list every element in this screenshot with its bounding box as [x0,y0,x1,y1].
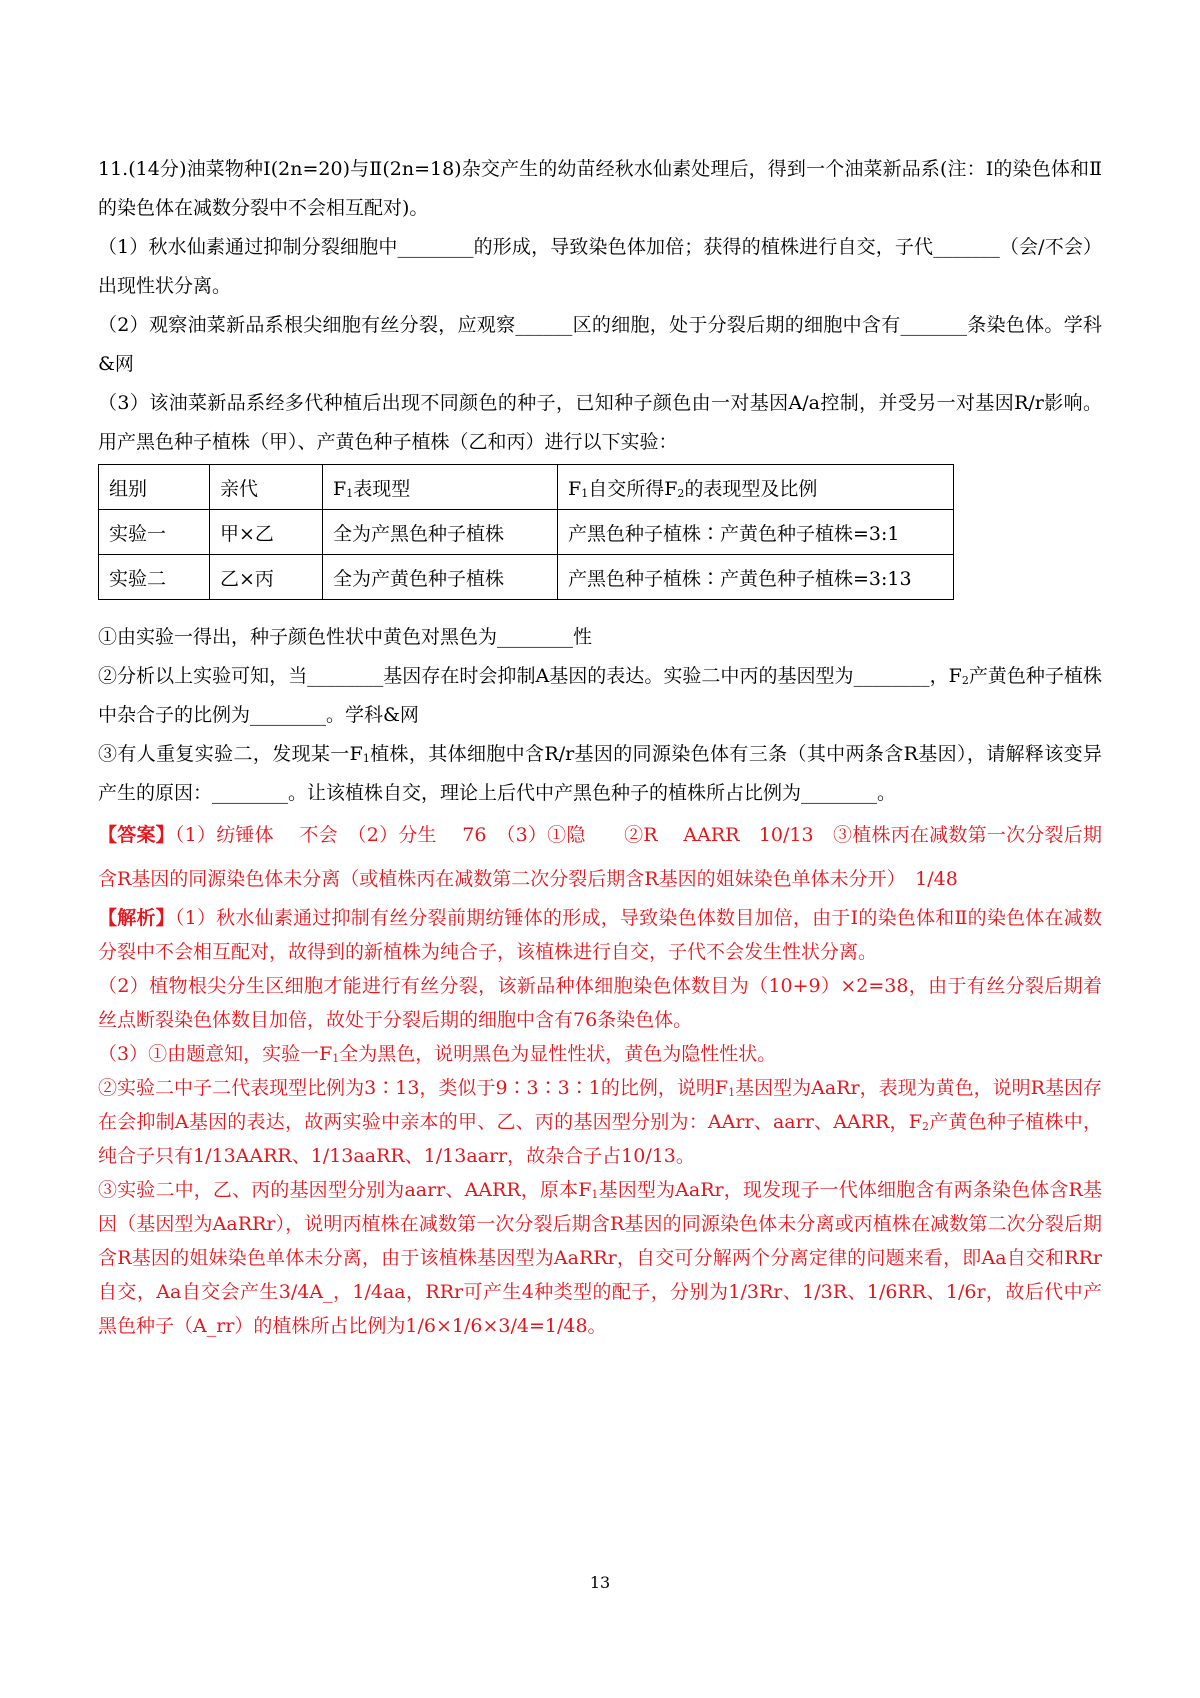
table-cell: 全为产黑色种子植株 [323,510,558,555]
explanation-part-4: ②实验二中子二代表现型比例为3∶13，类似于9∶3∶3∶1的比例，说明$F_1$基因型为AaRr，表现为黄色，说明R基因存在会抑制A基因的表达，故两实验中亲本的甲、乙、丙的基因型分别为：AArr、aarr、AARR，$F_2$产黄色种子植株中，纯合子只有1/13AARR、1/13aaRR、1/13aarr，故杂合子占10/13。 [98,1077,1103,1167]
question-part-3: （3）该油菜新品系经多代种植后出现不同颜色的种子，已知种子颜色由一对基因A/a控制，并受另一对基因R/r影响。用产黑色种子植株（甲）、产黄色种子植株（乙和丙）进行以下实验： [98,392,1102,453]
explanation-label: 【解析】 [98,907,175,929]
table-cell: 乙×丙 [210,555,323,600]
question-intro: 11.(14分)油菜物种Ⅰ(2n=20)与Ⅱ(2n=18)杂交产生的幼苗经秋水仙素处理后，得到一个油菜新品系(注：Ⅰ的染色体和Ⅱ的染色体在减数分裂中不会相互配对)。 [98,158,1102,219]
table-header-row [99,465,954,510]
table-row [99,510,954,555]
explanation-part-5: ③实验二中，乙、丙的基因型分别为aarr、AARR，原本$F_1$基因型为AaRr，现发现子一代体细胞含有两条染色体含R基因（基因型为AaRRr），说明丙植株在减数第一次分裂后期含R基因的同源染色体未分离或丙植株在减数第二次分裂后期含R基因的姐妹染色单体未分离，由于该植株基因型为AaRRr，自交可分解两个分离定律的问题来看，即Aa自交和RRr自交，Aa自交会产生3/4A_，1/4aa，RRr可产生4种类型的配子，分别为1/3Rr、1/3R、1/6RR、1/6r，故后代中产黑色种子（A_rr）的植株所占比例为1/6×1/6×3/4=1/48。 [98,1179,1102,1337]
answer-block: 【答案】（1）纺锤体 不会 （2）分生 76 （3）①隐 ②R AARR 10/13 ③植株丙在减数第一次分裂后期含R基因的同源染色体未分离（或植株丙在减数第二次分裂后期含R基因的姐妹染色单体未分开） 1/48 [98,824,1102,890]
sub-question-2: ②分析以上实验可知，当________基因存在时会抑制A基因的表达。实验二中丙的基因型为________，$F_2$产黄色种子植株中杂合子的比例为________。学科&网 [98,665,1102,726]
sub-question-1: ①由实验一得出，种子颜色性状中黄色对黑色为________性 [98,626,593,648]
explanation-part-1: 【解析】（1）秋水仙素通过抑制有丝分裂前期纺锤体的形成，导致染色体数目加倍，由于Ⅰ的染色体和Ⅱ的染色体在减数分裂中不会相互配对，故得到的新植株为纯合子，该植株进行自交，子代不会发生性状分离。 [98,907,1102,963]
question-part-2: （2）观察油菜新品系根尖细胞有丝分裂，应观察______区的细胞，处于分裂后期的细胞中含有_______条染色体。学科&网 [98,314,1102,375]
table-cell: 甲×乙 [210,510,323,555]
table-row [99,555,954,600]
table-cell: 实验一 [99,510,210,555]
sub-question-3: ③有人重复实验二，发现某一$F_1$植株，其体细胞中含R/r基因的同源染色体有三条（其中两条含R基因），请解释该变异产生的原因：________。让该植株自交，理论上后代中产黑色种子的植株所占比例为________。 [98,743,1102,804]
page-number: 13 [589,1573,611,1592]
header-f2-ratio: $F_1$自交所得$F_2$的表现型及比例 [558,465,954,510]
question-part-1: （1）秋水仙素通过抑制分裂细胞中________的形成，导致染色体加倍；获得的植株进行自交，子代_______（会/不会）出现性状分离。 [98,236,1102,297]
table-cell: 全为产黄色种子植株 [323,555,558,600]
header-f1-phenotype: $F_1$表现型 [323,465,558,510]
document-body [98,150,1102,1343]
experiment-table [98,464,954,600]
answer-label: 【答案】 [98,824,175,846]
explanation-part-3: （3）①由题意知，实验一$F_1$全为黑色，说明黑色为显性性状，黄色为隐性性状。 [98,1043,777,1065]
header-parents: 亲代 [210,465,323,510]
explanation-part-2: （2）植物根尖分生区细胞才能进行有丝分裂，该新品种体细胞染色体数目为（10+9）×2=38，由于有丝分裂后期着丝点断裂染色体数目加倍，故处于分裂后期的细胞中含有76条染色体。 [98,975,1102,1031]
header-group: 组别 [99,465,210,510]
table-cell: 产黑色种子植株∶产黄色种子植株=3:1 [558,510,954,555]
table-cell: 实验二 [99,555,210,600]
table-cell: 产黑色种子植株∶产黄色种子植株=3:13 [558,555,954,600]
